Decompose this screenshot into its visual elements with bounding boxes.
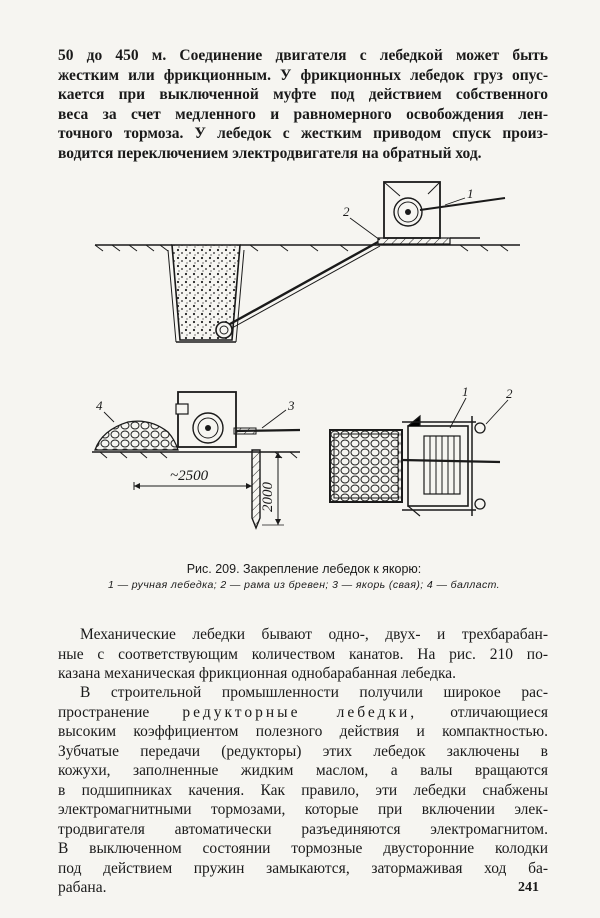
top-paragraph	[58, 46, 548, 163]
label-2-top: 2	[343, 204, 350, 219]
bottom-right-drawing	[330, 384, 513, 516]
dimension-vertical: 2000	[260, 482, 276, 512]
page-number: 241	[518, 880, 539, 895]
text-line: кается при выключенной муфте под действием собственного	[58, 86, 548, 103]
label-3: 3	[288, 398, 295, 413]
text-line	[58, 703, 548, 723]
winch-top	[378, 182, 450, 244]
text-line: ные с соответствующим количеством канатов. На рис. 210 по-	[58, 645, 548, 663]
text-line: веса за счет медленного и равномерного освобождения лен-	[58, 105, 548, 123]
caption-legend: 1 — ручная лебедка; 2 — рама из бревен; 3 — якорь (свая); 4 — балласт.	[108, 579, 500, 591]
label-1-bottom: 1	[462, 384, 469, 399]
text-line: точного тормоза. У лебедок с жестким приводом спуск произ-	[58, 125, 548, 142]
text-line: в подшипниках качения. Как правило, эти лебедки снабжены	[58, 781, 548, 799]
text-line: 50 до 450 м. Соединение двигателя с лебедкой может быть	[58, 47, 548, 64]
text-line: рабана.	[58, 879, 107, 896]
text-fragment: отличающиеся	[417, 703, 548, 721]
emphasized-term: редукторные лебедки,	[182, 703, 418, 721]
figure-caption	[60, 562, 548, 591]
text-line: В строительной промышленности получили широкое рас-	[80, 684, 548, 701]
text-line: Зубчатые передачи (редукторы) этих лебедок заключены в	[58, 742, 548, 760]
text-fragment: пространение	[58, 703, 183, 721]
text-line: под действием пружин замыкаются, затормаживая ход ба-	[58, 859, 548, 877]
label-1-top: 1	[467, 186, 474, 201]
top-drawing	[95, 182, 520, 342]
bottom-left-drawing	[92, 392, 300, 528]
text-line: высоким коэффициентом полезного действия и компактностью.	[58, 723, 548, 740]
text-line: Механические лебедки бывают одно-, двух- и трехбарабан-	[80, 626, 548, 643]
caption-title: Рис. 209. Закрепление лебедок к якорю:	[186, 562, 422, 576]
figure-209-drawing	[0, 160, 600, 560]
label-2-bottom: 2	[506, 386, 513, 401]
text-line: казана механическая фрикционная однобарабанная лебедка.	[58, 665, 457, 682]
text-line: кожухи, заполненные жидким маслом, а валы вращаются	[58, 762, 548, 779]
body-paragraph-1	[58, 625, 548, 684]
text-line: жестким или фрикционным. У фрикционных лебедок груз опус-	[58, 66, 548, 84]
text-line: электромагнитными тормозами, которые при включении элек-	[58, 801, 548, 818]
text-line: тродвигателя автоматически разъединяются электромагнитом.	[58, 820, 548, 838]
label-4: 4	[96, 398, 103, 413]
body-paragraph-2	[58, 683, 548, 898]
dimension-horizontal: ~2500	[170, 468, 209, 484]
text-line: В выключенном состоянии тормозные двусторонние колодки	[58, 840, 548, 857]
text-line: водится переключением электродвигателя на обратный ход.	[58, 144, 482, 162]
